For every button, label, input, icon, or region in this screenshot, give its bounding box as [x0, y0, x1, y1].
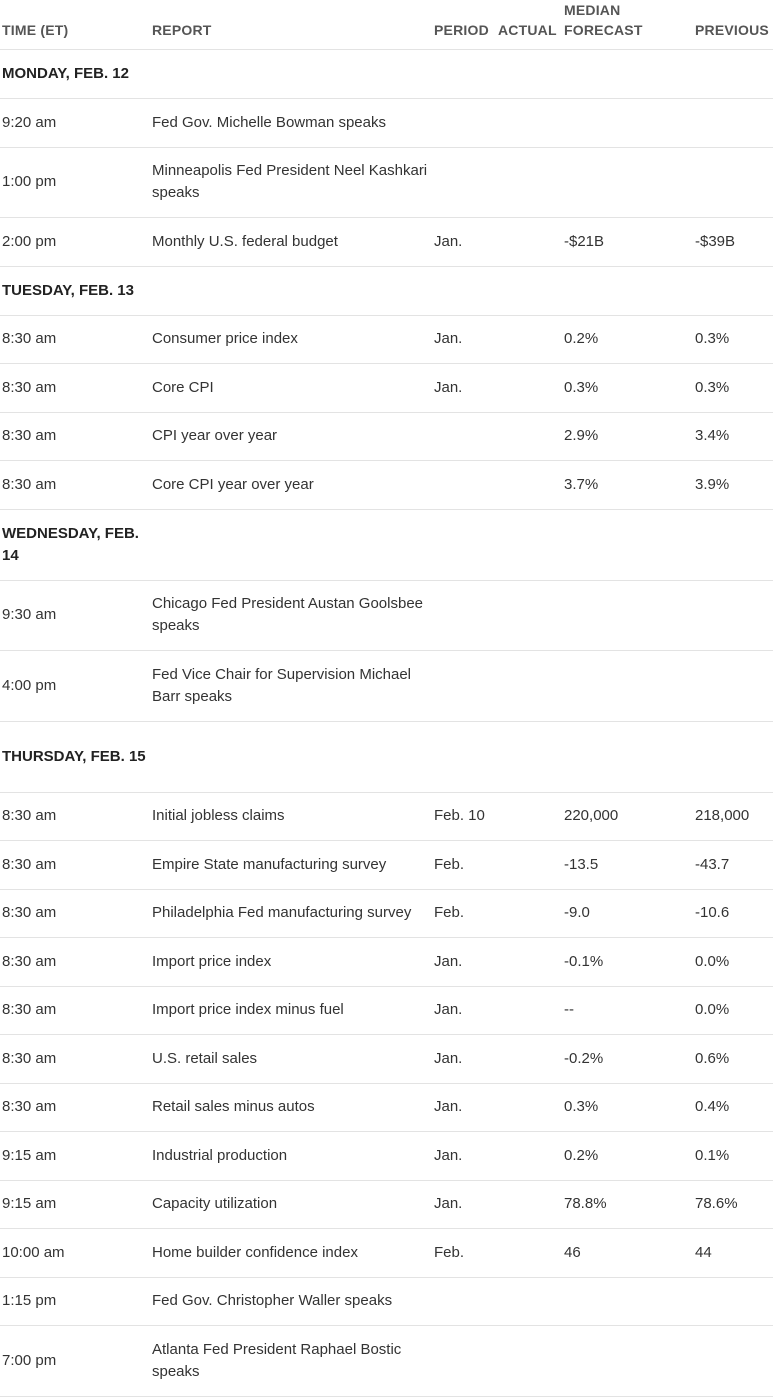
cell-previous: 0.3% [695, 315, 773, 364]
cell-actual [498, 938, 564, 987]
cell-report: Minneapolis Fed President Neel Kashkari speaks [150, 147, 434, 218]
cell-period: Jan. [434, 986, 498, 1035]
cell-median: -9.0 [564, 889, 695, 938]
cell-period: Jan. [434, 218, 498, 267]
cell-previous [695, 651, 773, 722]
cell-median: 78.8% [564, 1180, 695, 1229]
cell-previous: -43.7 [695, 841, 773, 890]
cell-period: Feb. [434, 841, 498, 890]
cell-previous: 3.9% [695, 461, 773, 510]
header-time: TIME (ET) [0, 0, 150, 50]
header-actual: ACTUAL [498, 0, 564, 50]
cell-time: 8:30 am [0, 412, 150, 461]
day-header-empty-cell [564, 509, 695, 580]
cell-report: Fed Gov. Christopher Waller speaks [150, 1277, 434, 1326]
day-header-row [0, 266, 773, 315]
table-row [0, 651, 773, 722]
cell-report: Industrial production [150, 1132, 434, 1181]
cell-period: Jan. [434, 938, 498, 987]
day-label: THURSDAY, FEB. 15 [0, 721, 150, 792]
day-header-empty-cell [564, 50, 695, 99]
day-header-empty-cell [150, 721, 434, 792]
header-median-line1: MEDIAN [564, 2, 621, 18]
cell-median: -0.2% [564, 1035, 695, 1084]
cell-period [434, 651, 498, 722]
cell-period: Feb. [434, 889, 498, 938]
table-row [0, 1035, 773, 1084]
day-header-empty-cell [695, 721, 773, 792]
cell-actual [498, 315, 564, 364]
cell-time: 1:15 pm [0, 1277, 150, 1326]
cell-time: 7:00 pm [0, 1326, 150, 1397]
table-row [0, 889, 773, 938]
cell-previous: 0.0% [695, 986, 773, 1035]
day-header-row [0, 721, 773, 792]
cell-actual [498, 1132, 564, 1181]
table-row [0, 1132, 773, 1181]
cell-previous: 0.4% [695, 1083, 773, 1132]
table-row [0, 792, 773, 841]
cell-previous: -$39B [695, 218, 773, 267]
cell-time: 8:30 am [0, 841, 150, 890]
cell-time: 8:30 am [0, 1083, 150, 1132]
table-row [0, 1229, 773, 1278]
cell-actual [498, 218, 564, 267]
cell-report: Retail sales minus autos [150, 1083, 434, 1132]
cell-previous: 0.1% [695, 1132, 773, 1181]
day-label: MONDAY, FEB. 12 [0, 50, 150, 99]
day-header-empty-cell [434, 509, 498, 580]
table-row [0, 218, 773, 267]
header-row [0, 0, 773, 50]
cell-previous [695, 99, 773, 148]
cell-median: -13.5 [564, 841, 695, 890]
cell-median [564, 1326, 695, 1397]
cell-report: Core CPI year over year [150, 461, 434, 510]
cell-median: 0.2% [564, 1132, 695, 1181]
day-header-empty-cell [150, 50, 434, 99]
header-period: PERIOD [434, 0, 498, 50]
cell-time: 8:30 am [0, 315, 150, 364]
cell-actual [498, 1180, 564, 1229]
table-row [0, 986, 773, 1035]
cell-report: Fed Gov. Michelle Bowman speaks [150, 99, 434, 148]
cell-time: 9:15 am [0, 1180, 150, 1229]
cell-time: 8:30 am [0, 986, 150, 1035]
cell-previous [695, 1326, 773, 1397]
day-header-empty-cell [498, 721, 564, 792]
cell-previous: 0.6% [695, 1035, 773, 1084]
cell-time: 2:00 pm [0, 218, 150, 267]
cell-report: Core CPI [150, 364, 434, 413]
day-header-empty-cell [564, 721, 695, 792]
cell-period: Jan. [434, 1035, 498, 1084]
cell-actual [498, 1326, 564, 1397]
cell-median [564, 99, 695, 148]
table-row [0, 1180, 773, 1229]
cell-actual [498, 1035, 564, 1084]
day-header-row [0, 509, 773, 580]
cell-report: U.S. retail sales [150, 1035, 434, 1084]
cell-median: 0.2% [564, 315, 695, 364]
cell-median: -0.1% [564, 938, 695, 987]
cell-previous: 3.4% [695, 412, 773, 461]
cell-period: Jan. [434, 1083, 498, 1132]
table-row [0, 1326, 773, 1397]
cell-median [564, 1277, 695, 1326]
day-header-empty-cell [695, 266, 773, 315]
cell-actual [498, 1083, 564, 1132]
cell-previous: 78.6% [695, 1180, 773, 1229]
cell-report: Consumer price index [150, 315, 434, 364]
cell-report: Home builder confidence index [150, 1229, 434, 1278]
cell-previous [695, 580, 773, 651]
cell-time: 8:30 am [0, 792, 150, 841]
cell-previous: 0.3% [695, 364, 773, 413]
cell-report: Import price index [150, 938, 434, 987]
day-header-row [0, 50, 773, 99]
day-header-empty-cell [150, 266, 434, 315]
cell-median: -$21B [564, 218, 695, 267]
cell-period [434, 147, 498, 218]
header-median-line2: FORECAST [564, 22, 643, 38]
day-header-empty-cell [564, 266, 695, 315]
table-row [0, 147, 773, 218]
table-row [0, 315, 773, 364]
cell-time: 8:30 am [0, 1035, 150, 1084]
cell-median [564, 580, 695, 651]
table-row [0, 1277, 773, 1326]
cell-period [434, 99, 498, 148]
cell-actual [498, 841, 564, 890]
cell-period: Jan. [434, 1132, 498, 1181]
cell-time: 9:30 am [0, 580, 150, 651]
cell-period [434, 580, 498, 651]
cell-actual [498, 99, 564, 148]
cell-time: 9:20 am [0, 99, 150, 148]
day-header-empty-cell [695, 509, 773, 580]
cell-actual [498, 1229, 564, 1278]
cell-actual [498, 412, 564, 461]
cell-time: 10:00 am [0, 1229, 150, 1278]
day-header-empty-cell [498, 50, 564, 99]
cell-report: Monthly U.S. federal budget [150, 218, 434, 267]
cell-previous [695, 147, 773, 218]
cell-period [434, 1277, 498, 1326]
day-header-empty-cell [498, 266, 564, 315]
table-row [0, 99, 773, 148]
table-row [0, 580, 773, 651]
cell-previous: -10.6 [695, 889, 773, 938]
cell-report: Capacity utilization [150, 1180, 434, 1229]
day-header-empty-cell [695, 50, 773, 99]
cell-previous [695, 1277, 773, 1326]
cell-time: 4:00 pm [0, 651, 150, 722]
table-row [0, 938, 773, 987]
cell-time: 8:30 am [0, 364, 150, 413]
cell-actual [498, 889, 564, 938]
cell-report: Philadelphia Fed manufacturing survey [150, 889, 434, 938]
cell-period: Feb. 10 [434, 792, 498, 841]
header-median-forecast [564, 0, 695, 50]
cell-actual [498, 792, 564, 841]
cell-median: 220,000 [564, 792, 695, 841]
cell-median: 3.7% [564, 461, 695, 510]
calendar-body [0, 50, 773, 1397]
cell-report: Atlanta Fed President Raphael Bostic speaks [150, 1326, 434, 1397]
cell-period [434, 412, 498, 461]
cell-median: -- [564, 986, 695, 1035]
cell-report: Import price index minus fuel [150, 986, 434, 1035]
cell-actual [498, 364, 564, 413]
table-row [0, 461, 773, 510]
cell-actual [498, 1277, 564, 1326]
table-row [0, 364, 773, 413]
cell-median: 0.3% [564, 364, 695, 413]
cell-period [434, 1326, 498, 1397]
cell-period: Jan. [434, 1180, 498, 1229]
cell-actual [498, 580, 564, 651]
cell-median: 0.3% [564, 1083, 695, 1132]
table-row [0, 412, 773, 461]
cell-actual [498, 651, 564, 722]
cell-report: Fed Vice Chair for Supervision Michael Barr speaks [150, 651, 434, 722]
cell-previous: 0.0% [695, 938, 773, 987]
cell-period: Feb. [434, 1229, 498, 1278]
cell-median [564, 147, 695, 218]
day-label: WEDNESDAY, FEB. 14 [0, 509, 150, 580]
day-header-empty-cell [150, 509, 434, 580]
cell-report: Initial jobless claims [150, 792, 434, 841]
header-previous: PREVIOUS [695, 0, 773, 50]
cell-report: Empire State manufacturing survey [150, 841, 434, 890]
cell-report: Chicago Fed President Austan Goolsbee speaks [150, 580, 434, 651]
cell-median: 2.9% [564, 412, 695, 461]
cell-actual [498, 147, 564, 218]
cell-previous: 44 [695, 1229, 773, 1278]
table-row [0, 841, 773, 890]
cell-report: CPI year over year [150, 412, 434, 461]
cell-time: 9:15 am [0, 1132, 150, 1181]
day-header-empty-cell [434, 50, 498, 99]
day-label: TUESDAY, FEB. 13 [0, 266, 150, 315]
cell-actual [498, 461, 564, 510]
cell-period: Jan. [434, 315, 498, 364]
table-row [0, 1083, 773, 1132]
cell-median [564, 651, 695, 722]
cell-time: 8:30 am [0, 938, 150, 987]
cell-actual [498, 986, 564, 1035]
cell-time: 8:30 am [0, 461, 150, 510]
day-header-empty-cell [434, 266, 498, 315]
cell-period: Jan. [434, 364, 498, 413]
day-header-empty-cell [434, 721, 498, 792]
cell-period [434, 461, 498, 510]
day-header-empty-cell [498, 509, 564, 580]
cell-previous: 218,000 [695, 792, 773, 841]
cell-time: 1:00 pm [0, 147, 150, 218]
cell-median: 46 [564, 1229, 695, 1278]
cell-time: 8:30 am [0, 889, 150, 938]
header-report: REPORT [150, 0, 434, 50]
